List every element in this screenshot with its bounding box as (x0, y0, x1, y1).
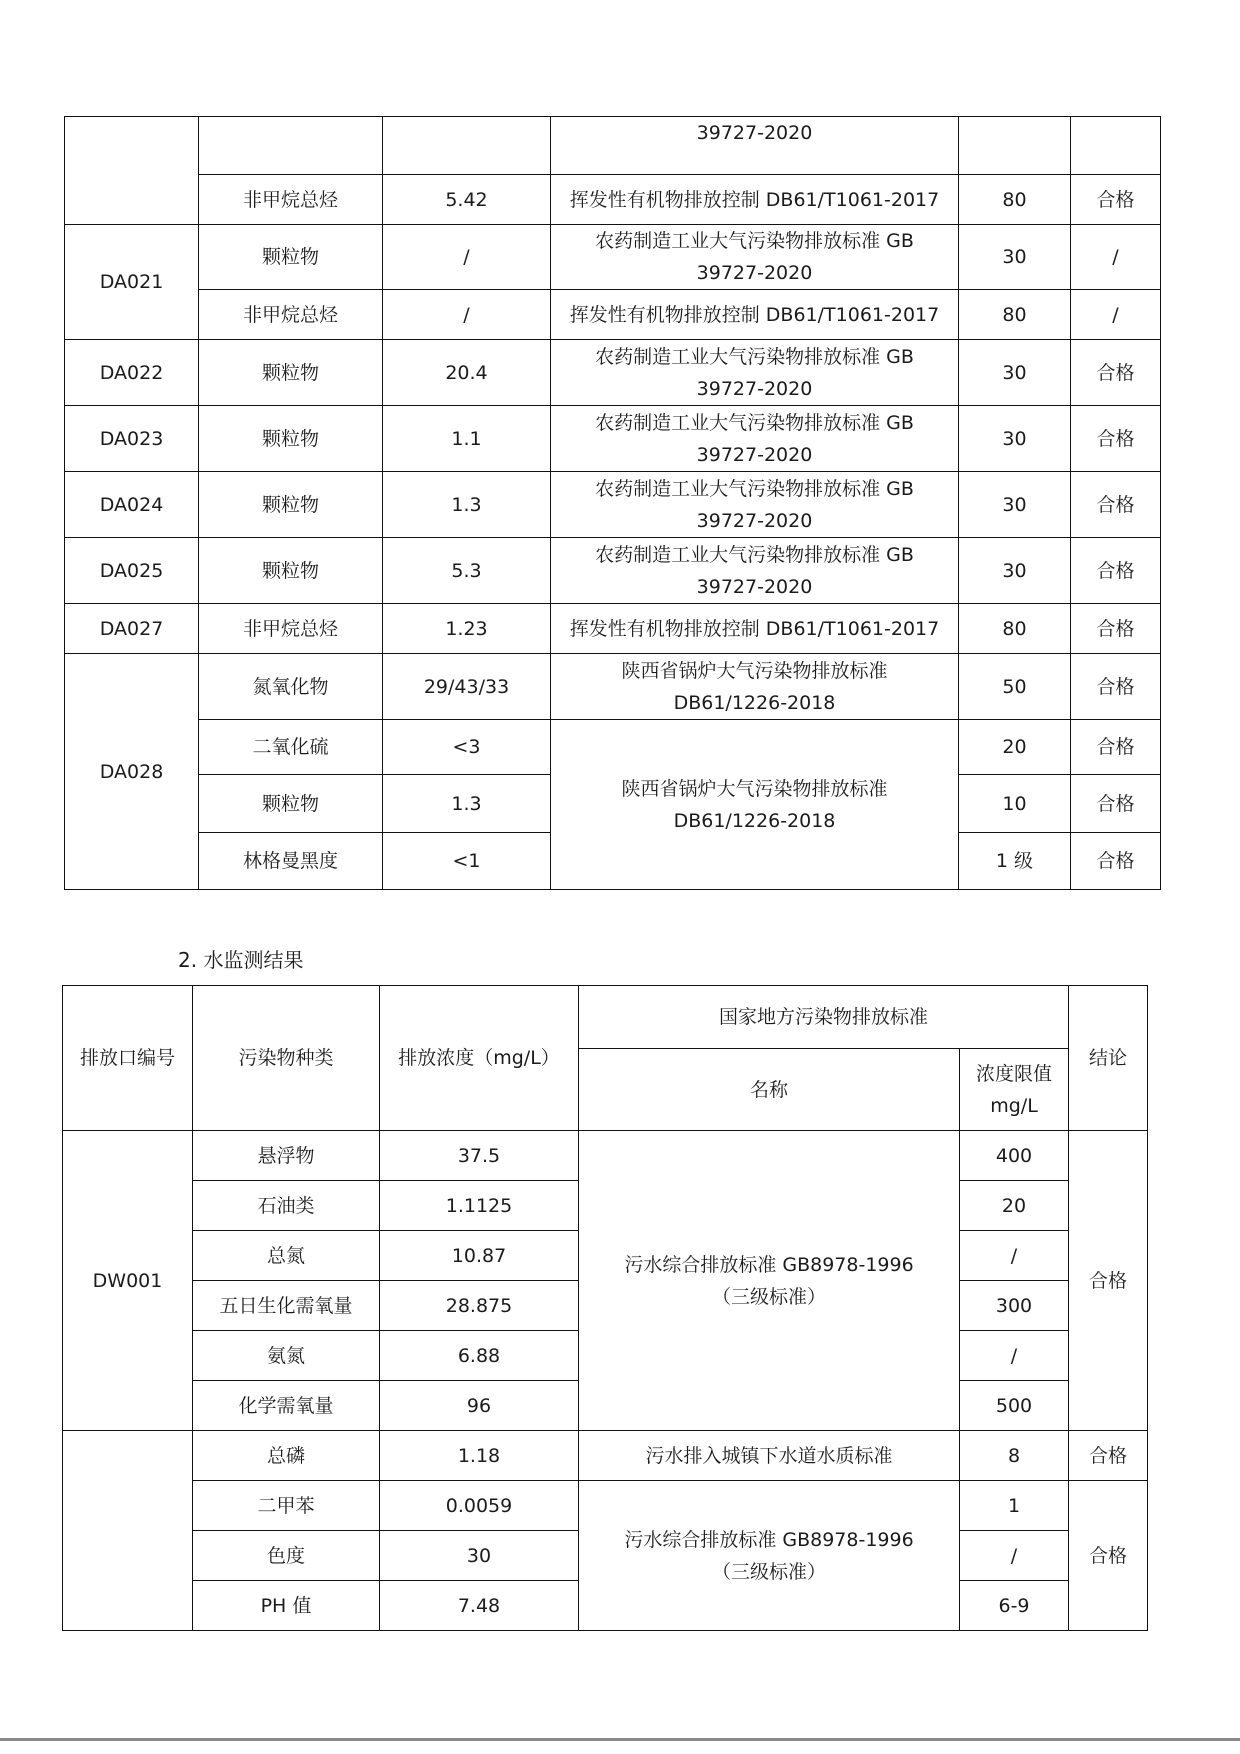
limit-cell: / (960, 1331, 1069, 1381)
table-row (65, 406, 1161, 472)
standard-line-2: 39727-2020 (696, 262, 813, 284)
standard-cell (551, 472, 959, 538)
header-pollutant: 污染物种类 (193, 986, 380, 1131)
pollutant-cell: 氨氮 (193, 1331, 380, 1381)
limit-cell: 30 (959, 225, 1071, 290)
standard-line-2: 39727-2020 (696, 377, 813, 400)
pollutant-cell: 颗粒物 (199, 775, 383, 833)
result-cell (1071, 117, 1161, 175)
pollutant-cell: 非甲烷总烃 (199, 604, 383, 654)
pollutant-cell: 非甲烷总烃 (199, 175, 383, 225)
result-cell: 合格 (1069, 1481, 1148, 1631)
standard-cell: 挥发性有机物排放控制 DB61/T1061-2017 (551, 290, 959, 340)
table-row (65, 472, 1161, 538)
pollutant-cell: 颗粒物 (199, 340, 383, 406)
limit-cell: / (960, 1231, 1069, 1281)
standard-line-2: （三级标准） (711, 1285, 826, 1308)
pollutant-cell: 氮氧化物 (199, 654, 383, 720)
value-cell: 1.1 (383, 406, 551, 472)
value-cell: <3 (383, 720, 551, 775)
table-row (65, 720, 1161, 775)
result-cell: 合格 (1071, 538, 1161, 604)
value-cell: 1.3 (383, 775, 551, 833)
header-row (63, 986, 1148, 1049)
standard-line-1: 陕西省锅炉大气污染物排放标准 (621, 659, 888, 682)
air-monitoring-table (64, 116, 1161, 890)
table-row (65, 340, 1161, 406)
limit-cell: 30 (959, 406, 1071, 472)
limit-cell: 8 (960, 1431, 1069, 1481)
outlet-cell: DA028 (65, 654, 199, 890)
outlet-cell (65, 117, 199, 225)
value-cell: 37.5 (380, 1131, 579, 1181)
standard-line-1: 污水综合排放标准 GB8978-1996 (624, 1528, 914, 1551)
pollutant-cell: 颗粒物 (199, 472, 383, 538)
table-row (65, 225, 1161, 290)
table-row (63, 1431, 1148, 1481)
standard-cell (551, 406, 959, 472)
value-cell: 0.0059 (380, 1481, 579, 1531)
header-limit (960, 1049, 1069, 1131)
limit-cell: 30 (959, 538, 1071, 604)
standard-line-2: 39727-2020 (696, 575, 813, 598)
standard-line-1: 农药制造工业大气污染物排放标准 GB (595, 477, 914, 500)
value-cell: 1.18 (380, 1431, 579, 1481)
outlet-cell (63, 1431, 193, 1631)
header-result: 结论 (1069, 986, 1148, 1131)
limit-cell: 6-9 (960, 1581, 1069, 1631)
value-cell: 1.23 (383, 604, 551, 654)
standard-line-1: 农药制造工业大气污染物排放标准 GB (595, 411, 914, 434)
value-cell: 96 (380, 1381, 579, 1431)
standard-line-2: （三级标准） (711, 1560, 826, 1583)
outlet-cell: DA022 (65, 340, 199, 406)
header-standard-group: 国家地方污染物排放标准 (579, 986, 1069, 1049)
value-cell: 7.48 (380, 1581, 579, 1631)
result-cell: 合格 (1069, 1131, 1148, 1431)
limit-cell: 400 (960, 1131, 1069, 1181)
table-row (65, 538, 1161, 604)
section-title: 2. 水监测结果 (178, 948, 304, 972)
result-cell: 合格 (1071, 472, 1161, 538)
table-row (65, 654, 1161, 720)
outlet-cell: DA023 (65, 406, 199, 472)
value-cell: 29/43/33 (383, 654, 551, 720)
header-limit-line-1: 浓度限值 (976, 1062, 1053, 1085)
limit-cell: 1 级 (959, 833, 1071, 890)
result-cell: 合格 (1071, 406, 1161, 472)
result-cell: 合格 (1069, 1431, 1148, 1481)
limit-cell: 80 (959, 604, 1071, 654)
standard-cell (579, 1131, 960, 1431)
result-cell: 合格 (1071, 775, 1161, 833)
standard-line-1: 农药制造工业大气污染物排放标准 GB (595, 543, 914, 566)
pollutant-cell: 色度 (193, 1531, 380, 1581)
limit-cell: 500 (960, 1381, 1069, 1431)
outlet-cell: DA024 (65, 472, 199, 538)
value-cell: 28.875 (380, 1281, 579, 1331)
value-cell: 20.4 (383, 340, 551, 406)
water-monitoring-table (62, 985, 1148, 1631)
value-cell (383, 117, 551, 175)
value-cell: / (383, 225, 551, 290)
standard-cell (551, 117, 959, 175)
table-row (65, 290, 1161, 340)
pollutant-cell: 林格曼黑度 (199, 833, 383, 890)
result-cell: / (1071, 290, 1161, 340)
standard-cell (551, 225, 959, 290)
table-row (63, 1131, 1148, 1181)
standard-cell: 污水排入城镇下水道水质标准 (579, 1431, 960, 1481)
outlet-cell: DA021 (65, 225, 199, 340)
outlet-cell: DA027 (65, 604, 199, 654)
pollutant-cell: 二甲苯 (193, 1481, 380, 1531)
value-cell: <1 (383, 833, 551, 890)
limit-cell (959, 117, 1071, 175)
table-row (63, 1481, 1148, 1531)
result-cell: 合格 (1071, 175, 1161, 225)
pollutant-cell: 五日生化需氧量 (193, 1281, 380, 1331)
value-cell: 6.88 (380, 1331, 579, 1381)
result-cell: 合格 (1071, 340, 1161, 406)
standard-cell (551, 720, 959, 890)
standard-cell (551, 654, 959, 720)
value-cell: 1.1125 (380, 1181, 579, 1231)
standard-cell: 挥发性有机物排放控制 DB61/T1061-2017 (551, 175, 959, 225)
limit-cell: 30 (959, 340, 1071, 406)
limit-cell: 10 (959, 775, 1071, 833)
standard-line-1: 农药制造工业大气污染物排放标准 GB (595, 230, 914, 252)
result-cell: 合格 (1071, 833, 1161, 890)
result-cell: 合格 (1071, 604, 1161, 654)
value-cell: 10.87 (380, 1231, 579, 1281)
header-standard-name: 名称 (579, 1049, 960, 1131)
standard-line-1: 陕西省锅炉大气污染物排放标准 (621, 777, 888, 800)
standard-line-1: 污水综合排放标准 GB8978-1996 (624, 1253, 914, 1276)
limit-cell: 80 (959, 290, 1071, 340)
limit-cell: 30 (959, 472, 1071, 538)
result-cell: 合格 (1071, 654, 1161, 720)
limit-cell: 80 (959, 175, 1071, 225)
header-limit-line-2: mg/L (990, 1094, 1038, 1117)
standard-cell: 挥发性有机物排放控制 DB61/T1061-2017 (551, 604, 959, 654)
standard-cell (551, 538, 959, 604)
limit-cell: / (960, 1531, 1069, 1581)
standard-line-1: 农药制造工业大气污染物排放标准 GB (595, 345, 914, 368)
pollutant-cell: 石油类 (193, 1181, 380, 1231)
value-cell: 30 (380, 1531, 579, 1581)
scan-edge-line (0, 1738, 1240, 1741)
pollutant-cell: 化学需氧量 (193, 1381, 380, 1431)
pollutant-cell: 颗粒物 (199, 225, 383, 290)
limit-cell: 50 (959, 654, 1071, 720)
standard-line-2: 39727-2020 (696, 509, 813, 532)
pollutant-cell: 颗粒物 (199, 406, 383, 472)
pollutant-cell: 颗粒物 (199, 538, 383, 604)
standard-line-2: DB61/1226-2018 (673, 809, 836, 832)
pollutant-cell: 非甲烷总烃 (199, 290, 383, 340)
value-cell: 1.3 (383, 472, 551, 538)
pollutant-cell: 悬浮物 (193, 1131, 380, 1181)
outlet-cell: DW001 (63, 1131, 193, 1431)
standard-line-2: 39727-2020 (696, 443, 813, 466)
pollutant-cell: PH 值 (193, 1581, 380, 1631)
pollutant-cell (199, 117, 383, 175)
standard-text: 39727-2020 (696, 122, 813, 144)
pollutant-cell: 总氮 (193, 1231, 380, 1281)
outlet-cell: DA025 (65, 538, 199, 604)
standard-line-2: DB61/1226-2018 (673, 691, 836, 714)
header-outlet: 排放口编号 (63, 986, 193, 1131)
limit-cell: 20 (960, 1181, 1069, 1231)
limit-cell: 20 (959, 720, 1071, 775)
value-cell: / (383, 290, 551, 340)
result-cell: / (1071, 225, 1161, 290)
standard-cell (551, 340, 959, 406)
table-row (65, 604, 1161, 654)
value-cell: 5.42 (383, 175, 551, 225)
value-cell: 5.3 (383, 538, 551, 604)
pollutant-cell: 总磷 (193, 1431, 380, 1481)
table-row (65, 117, 1161, 175)
limit-cell: 1 (960, 1481, 1069, 1531)
standard-cell (579, 1481, 960, 1631)
header-concentration: 排放浓度（mg/L） (380, 986, 579, 1131)
limit-cell: 300 (960, 1281, 1069, 1331)
result-cell: 合格 (1071, 720, 1161, 775)
pollutant-cell: 二氧化硫 (199, 720, 383, 775)
table-row (65, 175, 1161, 225)
